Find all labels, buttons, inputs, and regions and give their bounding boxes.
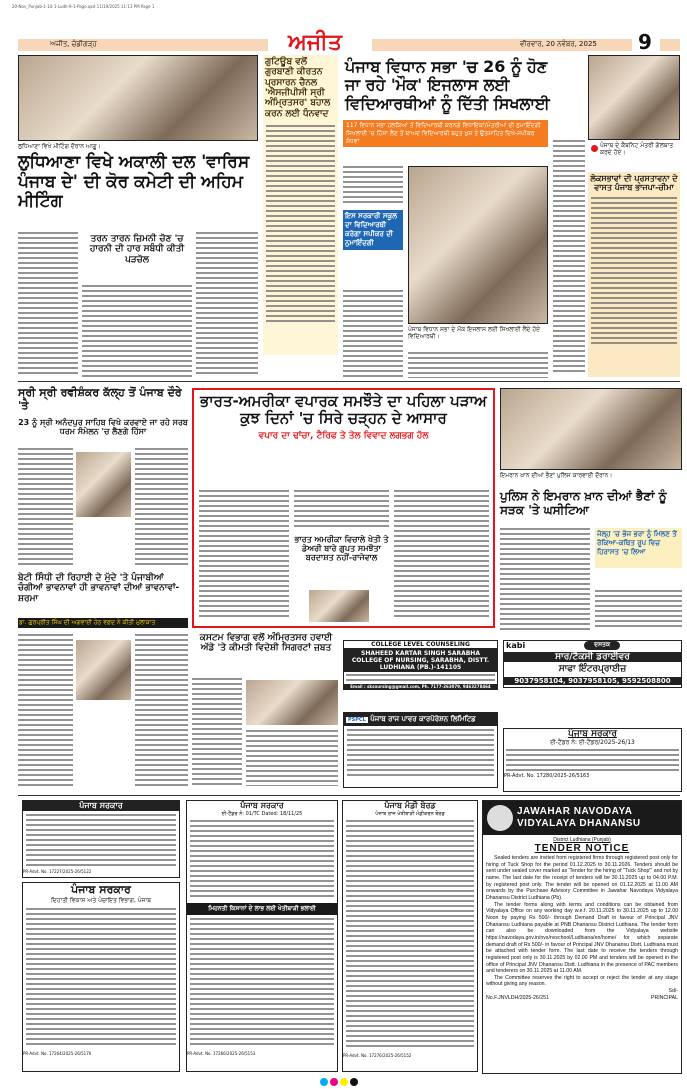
ad-ref: ਈ-ਟੈਂਡਰ ਨੰ: ਈ-ਟੈਂਡਰ/2025-26/13	[550, 739, 635, 746]
imran-caption: ਇਮਰਾਨ ਖ਼ਾਨ ਦੀਆਂ ਭੈਣਾਂ ਪੁਲਿਸ ਕਾਰਵਾਈ ਦੌਰਾਨ।	[500, 472, 613, 479]
ad-ref: ਈ-ਟੈਂਡਰ ਨੰ: 01/TC Dated: 18/11/25	[221, 811, 303, 817]
punjab-sarkar-ad-right	[503, 728, 682, 792]
sindhi-subhead: ਡਾ. ਗੁਰਪ੍ਰੀਤ ਸਿੰਘ ਦੀ ਅਗਵਾਈ ਹੇਠ ਵਫ਼ਦ ਨੇ ਕੀਤੀ ਮੁਲਾਕਾਤ	[18, 618, 188, 628]
kabi-line1: ਸਾਰ/ਟੈਕਸੀ ਡਰਾਈਵਰ	[504, 652, 681, 662]
minister-caption: ਪੰਜਾਬ ਦੇ ਕੈਬਨਿਟ ਮੰਤਰੀ ਗੱਲਬਾਤ ਕਰਦੇ ਹੋਏ।	[600, 142, 674, 157]
header-location: ਅਜੀਤ, ਚੰਡੀਗੜ੍ਹ	[50, 40, 97, 48]
college-contact: Email : sksnursing@gmail.com, Ph. 7177-263079, 9463278464	[344, 684, 497, 689]
sindhi-photo	[76, 640, 131, 700]
punjab-sarkar-ad-left2	[22, 882, 180, 1072]
ad-advt-no: PR-Advt. No. 17266/2025-26/5153	[187, 1051, 256, 1056]
imran-headline: ਪੁਲਿਸ ਨੇ ਇਮਰਾਨ ਖ਼ਾਨ ਦੀਆਂ ਭੈਣਾਂ ਨੂੰ ਸੜਕ 'ਤੇ ਘਸੀਟਿਆ	[500, 489, 667, 517]
ad-title: ਪੰਜਾਬ ਸਰਕਾਰ	[240, 801, 284, 810]
ad-title: ਪੰਜਾਬ ਸਰਕਾਰ	[568, 729, 617, 739]
header-band	[660, 39, 680, 51]
page-number: 9	[638, 30, 652, 54]
india-us-strap: ਵਪਾਰ ਦਾ ਢਾਂਚਾ, ਟੈਰਿਫ ਤੇ ਤੇਲ ਵਿਵਾਦ ਲਗਭਗ ਹੱਲ	[258, 430, 429, 441]
jnv-notice-title: TENDER NOTICE	[534, 843, 630, 854]
registration-marks	[320, 1078, 358, 1086]
kabi-title: ਦਸਤਕ	[584, 641, 620, 650]
photo-caption: ਲੁਧਿਆਣਾ ਵਿਖੇ ਮੀਟਿੰਗ ਦੌਰਾਨ ਆਗੂ।	[18, 143, 101, 150]
india-us-story	[192, 388, 495, 628]
jnv-ref: No.F.JNVLDH/2025-26/251	[486, 994, 549, 1001]
minister-photo	[588, 55, 680, 140]
sindhi-headline: ਬੇਟੀ ਸਿੰਧੀ ਦੀ ਰਿਹਾਈ ਦੇ ਮੁੱਦੇ 'ਤੇ ਪੰਜਾਬੀਆਂ ਚੰਗੀਆਂ ਭਾਵਨਾਵਾਂ ਹੀ ਭਾਵਨਾਵਾਂ ਦੀਆਂ ਭਾਵਨਾਵਾਂ-ਸ਼ਰਮਾ	[18, 573, 180, 604]
right-top-headline: ਲੋਕਸਭਾਵਾਂ ਦੀ ਪ੍ਰਸਤਾਵਨਾ ਦੇ ਵਾਸਤ ਪੰਜਾਬ ਭਾਜਪਾ-ਚੀਮਾ	[590, 174, 678, 193]
jnv-para-3: The Committee reserves the right to accept or reject the tender at any stage without giving any reason.	[486, 974, 678, 988]
gurbani-headline: ਗੁਟਿਊਬ ਵਲੋਂ ਗੁਰਬਾਣੀ ਕੀਰਤਨ ਪ੍ਰਸਾਰਨ ਚੈਨਲ 'ਐਸਜੀਪੀਸੀ ਸ੍ਰੀ ਅੰਮ੍ਰਿਤਸਰ' ਬਹਾਲ ਕਰਨ ਲਈ ਧੰਨਵਾਦ	[265, 57, 331, 119]
ad-advt-no: PR-Advt. No. 17264/2025-26/5170	[23, 1051, 92, 1056]
india-us-headline: ਭਾਰਤ-ਅਮਰੀਕਾ ਵਪਾਰਕ ਸਮਝੌਤੇ ਦਾ ਪਹਿਲਾ ਪੜਾਅ ਕੁਝ ਦਿਨਾਂ 'ਚ ਸਿਰੇ ਚੜ੍ਹਨ ਦੇ ਆਸਾਰ	[200, 392, 487, 428]
jnv-emblem-icon	[487, 805, 513, 831]
jnv-title-2: VIDYALAYA DHANANSU	[517, 818, 641, 829]
vidhan-sabha-bullets	[343, 120, 548, 147]
ad-title: ਪੰਜਾਬ ਮੰਡੀ ਬੋਰਡ	[384, 801, 436, 810]
kabi-logo: kabi	[506, 641, 526, 650]
imran-sidebox: ਜੇਲ੍ਹ 'ਚ ਭੇਜ ਭਰਾ ਨੂੰ ਮਿਲਣ ਤੋਂ ਰੋਕਿਆ-ਕਥਿਤ ਰੂਪ ਵਿਚ ਹਿਰਾਸਤ 'ਚ ਲਿਆ	[595, 528, 682, 568]
masthead-logo: ਅਜੀਤ	[288, 30, 342, 55]
india-us-subhead: ਭਾਰਤ ਅਮਰੀਕਾ ਵਿਚਾਲੇ ਖੇਤੀ ਤੇ ਡੇਅਰੀ ਬਾਰੇ ਗੁਪਤ ਸਮਝੌਤਾ ਬਰਦਾਸ਼ਤ ਨਹੀਂ-ਰਾਜੇਵਾਲ	[294, 535, 389, 563]
jnv-para-2: The tender forms along with terms and conditions can be obtained from Vidyalaya Office on any working day w.e.f. 20.11.2025 to 30.11.2025 up to 12.00 Noon by paying Rs 500/- through Demand Draft in favour of Principal JNV Dhanansu Ludhiana payable at PNB Dhanansu District Ludhiana. The tender form can also be downloaded from the Vidyalaya website https://navodaya.gov.in/nvs/nvschool/Ludhiana/en/home/ for which separate demand draft of Rs 500/- in favour of Principal JNV Dhanansu Distt. Ludhiana must be attached with tender form. The last date to receive the tenders through registered post only is 30.11.2025 by 02.00 PM and tenders will be opened in the office of Principal JNV Dhanansu Distt. Ludhiana in the presence of PAC members and tenderers on 30.11.2025 at 11.00 AM.	[486, 901, 678, 975]
cigarettes-photo	[246, 680, 338, 725]
college-name: SHAHEED KARTAR SINGH SARABHA COLLEGE OF NURSING, SARABHA, DISTT. LUDHIANA (PB.)-141105	[344, 649, 497, 672]
kabi-phones: 9037958104, 9037958105, 9592508800	[504, 677, 681, 685]
rajewal-photo	[309, 590, 369, 622]
meeting-photo	[18, 55, 258, 141]
jnv-signatory: PRINCIPAL	[650, 994, 678, 1001]
punjab-sarkar-ad-mid	[186, 800, 338, 1072]
ad-title: ਪੰਜਾਬ ਸਰਕਾਰ	[23, 801, 179, 811]
imran-sisters-photo	[500, 388, 682, 470]
ravishankar-headline: ਸ੍ਰੀ ਸ੍ਰੀ ਰਵੀਸ਼ੰਕਰ ਕੱਲ੍ਹ ਤੋਂ ਪੰਜਾਬ ਦੌਰੇ 'ਤੇ	[18, 386, 182, 412]
bullet: ਸਿਖਲਾਈ 'ਚ ਹਿੱਸਾ ਲੈਣ ਤੋਂ ਬਾਅਦ ਵਿਦਿਆਰਥੀ ਬਹੁਤ ਖੁਸ਼ ਤੇ ਉਤਸ਼ਾਹਿਤ ਦਿਖੇ-ਸਪੀਕਰ ਸੰਧਵਾਂ	[346, 129, 535, 145]
students-photo	[408, 166, 548, 324]
ad-subtitle: ਪੰਜਾਬ ਰਾਜ ਖੇਤੀਬਾੜੀ ਮੰਡੀਕਰਨ ਬੋਰਡ	[375, 811, 445, 817]
college-ad-title: COLLEGE LEVEL COUNSELING	[344, 641, 497, 649]
ad-advt-no: PR-Advt. No. 17227/2025-26/5122	[23, 869, 92, 874]
ad-advt-no: PR-Advt. No. 17276/2025-26/5152	[343, 1053, 412, 1058]
print-slug: 20-Nov_Punjab-1-10-1-Ludh-9-1-Page.qxd 11/19/2025 11:13 PM Page 1	[12, 4, 155, 9]
header-date: ਵੀਰਵਾਰ, 20 ਨਵੰਬਰ, 2025	[520, 40, 597, 48]
pspcl-logo: PSPCL	[348, 717, 366, 723]
right-top-story	[588, 172, 680, 377]
ad-subtitle: ਦਿਹਾਤੀ ਵਿਕਾਸ ਅਤੇ ਪੰਚਾਇਤ ਵਿਭਾਗ, ਪੰਜਾਬ	[50, 897, 152, 904]
jnv-tender-notice	[482, 800, 682, 1074]
red-dot-icon	[591, 145, 598, 152]
ravishankar-photo	[76, 452, 131, 517]
jnv-sd: Sd/-	[668, 988, 678, 995]
gurbani-story	[263, 55, 338, 355]
ad-title: ਪੰਜਾਬ ਸਰਕਾਰ	[71, 883, 131, 896]
vidhan-sabha-headline: ਪੰਜਾਬ ਵਿਧਾਨ ਸਭਾ 'ਚ 26 ਨੂੰ ਹੋਣ ਜਾ ਰਹੇ 'ਮੌਕ' ਇਜਲਾਸ ਲਈ ਵਿਦਿਆਰਥੀਆਂ ਨੂੰ ਦਿੱਤੀ ਸਿਖਲਾਈ	[345, 57, 550, 113]
kabi-ad	[503, 640, 682, 688]
jnv-district: District Ludhiana (Punjab)	[553, 837, 611, 843]
bullet: 117 ਵਿਧਾਨ ਸਭਾ ਹਲਕਿਆਂ ਤੋਂ ਵਿਦਿਆਰਥੀ ਕਰਨਗੇ ਵਿਧਾਇਕਾਂ/ਮੰਤਰੀਆਂ ਦੀ ਨੁਮਾਇੰਦਗੀ	[346, 122, 541, 129]
vidhan-sabha-sidebox: ਇਸ ਸਰਕਾਰੀ ਸਕੂਲ ਦਾ ਵਿਦਿਆਰਥੀ ਕਰੇਗਾ ਸਪੀਕਰ ਦੀ ਨੁਮਾਇੰਦਗੀ	[343, 210, 403, 250]
ravishankar-subhead: 23 ਨੂੰ ਸ੍ਰੀ ਅਨੰਦਪੁਰ ਸਾਹਿਬ ਵਿਖੇ ਕਰਵਾਏ ਜਾ ਰਹੇ ਸਰਬ ਧਰਮ ਸੰਮੇਲਨ 'ਚ ਲੈਣਗੇ ਹਿੱਸਾ	[18, 418, 188, 437]
ad-advt-no: PR-Advt. No. 17280/2025-26/5163	[504, 773, 590, 779]
college-ad	[343, 640, 498, 690]
pspcl-ad	[343, 712, 498, 788]
mandi-board-ad	[342, 800, 478, 1072]
kabi-line2: ਸਾਫਾ ਇੰਟਰਪ੍ਰਾਈਜ਼	[558, 664, 627, 674]
customs-headline: ਕਸਟਮ ਵਿਭਾਗ ਵਲੋਂ ਅੰਮ੍ਰਿਤਸਰ ਹਵਾਈ ਅੱਡੇ 'ਤੇ ਕੀਮਤੀ ਵਿਦੇਸ਼ੀ ਸਿਗਰਟਾਂ ਜ਼ਬਤ	[199, 633, 333, 654]
pspcl-title: ਪੰਜਾਬ ਰਾਜ ਪਾਵਰ ਕਾਰਪੋਰੇਸ਼ਨ ਲਿਮਿਟਿਡ	[370, 715, 476, 723]
students-caption: ਪੰਜਾਬ ਵਿਧਾਨ ਸਭਾ ਦੇ ਮੌਕ ਇਜਲਾਸ ਲਈ ਸਿਖਲਾਈ ਲੈਂਦੇ ਹੋਏ ਵਿਦਿਆਰਥੀ।	[408, 326, 541, 341]
punjab-sarkar-ad-left1	[22, 800, 180, 878]
jnv-para-1: Sealed tenders are invited from registered firms through registered post only for hiring of Tuck Shop for the period 01.12.2025 to 30.11.2026. Tenders should be sent under sealed cover marked as 'Tender for the hiring of "Tuck Shop"' and not by name. The last date for the receipt of tenders will be 30.11.2025 up to 04.00 P.M. by registered post only. The tender will be opened on 01.12.2025 at 11.00 AM onwards by the Purchase Advisory Committee in Jawahar Navodaya Vidyalaya Dhanansu District Ludhiana (Pb).	[486, 855, 678, 901]
akali-subhead: ਤਰਨ ਤਾਰਨ ਜ਼ਿਮਨੀ ਚੋਣ 'ਚ ਹਾਰਨੀ ਦੀ ਹਾਰ ਸਬੰਧੀ ਕੀਤੀ ਪੜਚੋਲ	[89, 234, 185, 265]
akali-headline: ਲੁਧਿਆਣਾ ਵਿਖੇ ਅਕਾਲੀ ਦਲ 'ਵਾਰਿਸ ਪੰਜਾਬ ਦੇ' ਦੀ ਕੋਰ ਕਮੇਟੀ ਦੀ ਅਹਿਮ ਮੀਟਿੰਗ	[18, 152, 250, 212]
ad-banner: ਮਿਹਨਤੀ ਕਿਸਾਨਾਂ ਦੇ ਲਾਭ ਲਈ ਖੇਤੀਬਾੜੀ ਭਲਾਈ	[187, 903, 337, 915]
jnv-title-1: JAWAHAR NAVODAYA	[517, 806, 633, 817]
